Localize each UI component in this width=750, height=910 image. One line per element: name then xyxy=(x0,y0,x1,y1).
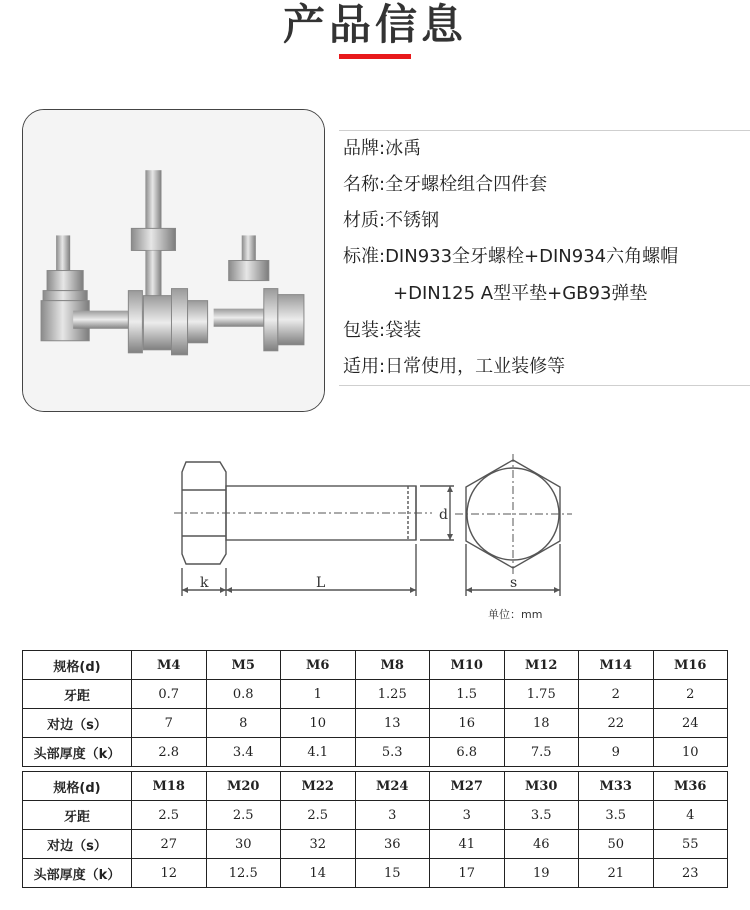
table-cell: M27 xyxy=(430,772,505,801)
table-cell: 9 xyxy=(579,738,654,767)
table-cell: 4.1 xyxy=(281,738,356,767)
table-cell: M18 xyxy=(132,772,207,801)
table-row xyxy=(23,738,728,767)
unit-label: 单位：mm xyxy=(488,608,543,621)
table-cell: 15 xyxy=(355,859,430,888)
table-cell: 27 xyxy=(132,830,207,859)
table-cell: 41 xyxy=(430,830,505,859)
table-cell: M33 xyxy=(579,772,654,801)
table-cell: 18 xyxy=(504,709,579,738)
table-cell: 10 xyxy=(653,738,728,767)
table-cell: 17 xyxy=(430,859,505,888)
table-cell: M24 xyxy=(355,772,430,801)
table-cell: 7.5 xyxy=(504,738,579,767)
table-row xyxy=(23,772,728,801)
product-info xyxy=(335,130,750,386)
table-cell: 12.5 xyxy=(206,859,281,888)
table-cell: 24 xyxy=(653,709,728,738)
spec-table xyxy=(22,650,728,888)
table-cell: M5 xyxy=(206,651,281,680)
table-cell: 2 xyxy=(653,680,728,709)
table-cell: 3.5 xyxy=(504,801,579,830)
table-cell: 2.5 xyxy=(132,801,207,830)
table-cell: 8 xyxy=(206,709,281,738)
table-row xyxy=(23,830,728,859)
table-cell: 3 xyxy=(355,801,430,830)
title-underline xyxy=(339,54,411,59)
table-cell: M30 xyxy=(504,772,579,801)
info-name: 名称:全牙螺栓组合四件套 xyxy=(343,174,548,195)
table-cell: 30 xyxy=(206,830,281,859)
info-standard: 标准:DIN933全牙螺栓+DIN934六角螺帽 xyxy=(343,246,679,267)
row-header: 头部厚度（k） xyxy=(23,738,132,767)
table-row xyxy=(23,680,728,709)
table-cell: 3.5 xyxy=(579,801,654,830)
product-photo xyxy=(22,109,325,412)
table-cell: M10 xyxy=(430,651,505,680)
table-cell: 6.8 xyxy=(430,738,505,767)
table-cell: 0.8 xyxy=(206,680,281,709)
table-cell: 16 xyxy=(430,709,505,738)
table-cell: 1.75 xyxy=(504,680,579,709)
row-header: 牙距 xyxy=(23,680,132,709)
table-cell: 0.7 xyxy=(132,680,207,709)
table-cell: 12 xyxy=(132,859,207,888)
table-cell: 50 xyxy=(579,830,654,859)
table-cell: 14 xyxy=(281,859,356,888)
row-header: 头部厚度（k） xyxy=(23,859,132,888)
dim-d-label: d xyxy=(439,507,448,523)
row-header: 规格(d) xyxy=(23,772,132,801)
table-cell: 2.8 xyxy=(132,738,207,767)
table-cell: M36 xyxy=(653,772,728,801)
table-cell: 22 xyxy=(579,709,654,738)
dim-s-label: s xyxy=(510,575,518,591)
table-cell: 1 xyxy=(281,680,356,709)
table-cell: 3.4 xyxy=(206,738,281,767)
bolt-dimension-diagram xyxy=(170,450,590,630)
table-cell: 2.5 xyxy=(281,801,356,830)
table-cell: 4 xyxy=(653,801,728,830)
table-cell: M6 xyxy=(281,651,356,680)
table-cell: 10 xyxy=(281,709,356,738)
table-cell: M14 xyxy=(579,651,654,680)
table-cell: 32 xyxy=(281,830,356,859)
table-cell: 55 xyxy=(653,830,728,859)
info-packaging: 包装:袋装 xyxy=(343,320,422,341)
row-header: 牙距 xyxy=(23,801,132,830)
table-cell: 1.5 xyxy=(430,680,505,709)
table-row xyxy=(23,801,728,830)
table-cell: 7 xyxy=(132,709,207,738)
table-cell: M20 xyxy=(206,772,281,801)
table-cell: M16 xyxy=(653,651,728,680)
table-row xyxy=(23,709,728,738)
table-row xyxy=(23,859,728,888)
info-usage: 适用:日常使用，工业装修等 xyxy=(343,356,566,377)
table-cell: M8 xyxy=(355,651,430,680)
info-divider xyxy=(339,385,750,386)
table-cell: 46 xyxy=(504,830,579,859)
table-cell: 21 xyxy=(579,859,654,888)
info-brand: 品牌:冰禹 xyxy=(343,138,422,159)
dim-L-label: L xyxy=(316,575,326,591)
table-cell: 2 xyxy=(579,680,654,709)
table-cell: 2.5 xyxy=(206,801,281,830)
table-cell: 13 xyxy=(355,709,430,738)
info-standard-cont: +DIN125 A型平垫+GB93弹垫 xyxy=(393,283,648,304)
bolt-set-illustration xyxy=(23,110,324,411)
table-cell: 23 xyxy=(653,859,728,888)
row-header: 对边（s） xyxy=(23,830,132,859)
page-title: 产品信息 xyxy=(282,0,467,49)
table-cell: 3 xyxy=(430,801,505,830)
table-cell: 36 xyxy=(355,830,430,859)
table-cell: 19 xyxy=(504,859,579,888)
table-cell: M4 xyxy=(132,651,207,680)
row-header: 对边（s） xyxy=(23,709,132,738)
dim-k-label: k xyxy=(200,575,209,591)
row-header: 规格(d) xyxy=(23,651,132,680)
info-material: 材质:不锈钢 xyxy=(343,210,440,231)
table-row xyxy=(23,651,728,680)
table-cell: M12 xyxy=(504,651,579,680)
table-cell: M22 xyxy=(281,772,356,801)
table-cell: 1.25 xyxy=(355,680,430,709)
table-cell: 5.3 xyxy=(355,738,430,767)
